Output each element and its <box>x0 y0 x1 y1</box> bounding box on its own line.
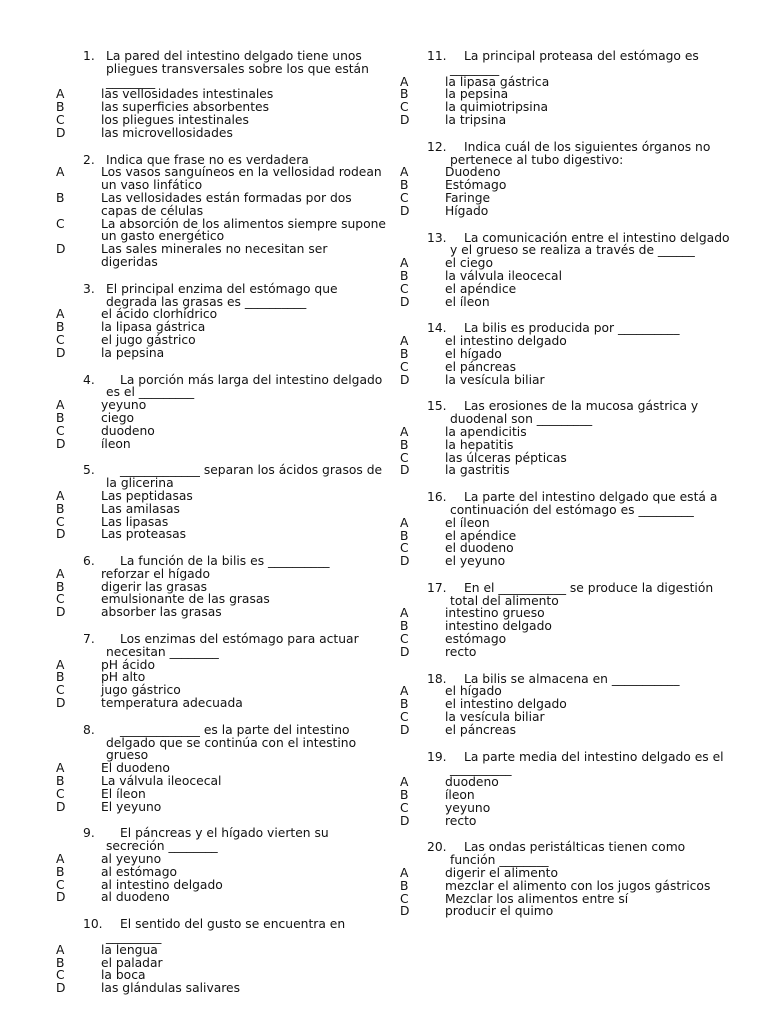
answer-option[interactable] <box>400 205 730 218</box>
option-letter: A <box>400 424 409 439</box>
option-text: La absorción de los alimentos siempre supone un gasto energético <box>101 216 386 244</box>
question-block <box>56 154 386 269</box>
question-number: 15. <box>427 399 447 414</box>
option-letter: A <box>400 515 409 530</box>
option-text: recto <box>445 644 477 659</box>
question-block <box>56 555 386 619</box>
option-letter: C <box>56 332 65 347</box>
option-text: intestino grueso <box>445 606 545 621</box>
option-letter: D <box>400 112 410 127</box>
option-text: el intestino delgado <box>445 697 567 712</box>
question-stem <box>400 232 730 258</box>
question-number: 10. <box>83 917 103 932</box>
option-text: la boca <box>101 968 146 983</box>
option-letter: A <box>400 334 409 349</box>
option-letter: A <box>56 566 65 581</box>
option-letter: C <box>400 541 409 556</box>
answer-option[interactable] <box>56 347 386 360</box>
question-stem <box>56 724 386 762</box>
answer-option[interactable] <box>56 218 386 244</box>
right-column <box>400 50 730 932</box>
option-text: las vellosidades intestinales <box>101 87 274 102</box>
answer-option[interactable] <box>400 724 730 737</box>
option-text: recto <box>445 813 477 828</box>
option-letter: A <box>56 657 65 672</box>
option-letter: D <box>56 799 66 814</box>
option-letter: D <box>400 463 410 478</box>
option-text: la gastritis <box>445 463 510 478</box>
option-text: Las vellosidades están formadas por dos capas de células <box>101 190 352 218</box>
answer-option[interactable] <box>400 114 730 127</box>
question-stem <box>56 918 386 944</box>
question-text: _____________ separan los ácidos grasos de la glicerina <box>106 463 383 491</box>
question-number: 14. <box>427 321 447 336</box>
option-letter: B <box>56 955 65 970</box>
question-block <box>400 841 730 918</box>
option-letter: C <box>56 877 65 892</box>
option-text: las microvellosidades <box>101 125 233 140</box>
option-text: pH alto <box>101 670 146 685</box>
question-number: 16. <box>427 490 447 505</box>
option-letter: D <box>56 696 66 711</box>
option-letter: B <box>400 788 409 803</box>
option-letter: B <box>400 346 409 361</box>
question-stem <box>56 374 386 400</box>
option-letter: B <box>56 190 65 205</box>
option-text: la lipasa gástrica <box>101 320 206 335</box>
question-number: 1. <box>83 49 95 63</box>
option-letter: D <box>400 203 410 218</box>
option-text: el hígado <box>445 346 502 361</box>
question-block <box>56 374 386 451</box>
option-text: ciego <box>101 410 135 425</box>
question-stem <box>400 491 730 517</box>
question-text: El páncreas y el hígado vierten su secreción ________ <box>106 826 329 854</box>
option-text: las glándulas salivares <box>101 981 241 996</box>
question-number: 12. <box>427 139 447 154</box>
option-letter: A <box>400 256 409 271</box>
question-text: La pared del intestino delgado tiene unos pliegues transversales sobre los que están ________ <box>106 49 369 89</box>
option-letter: B <box>56 774 65 789</box>
question-stem <box>56 50 386 88</box>
option-letter: A <box>56 488 65 503</box>
option-text: la válvula ileocecal <box>445 268 562 283</box>
option-text: la vesícula biliar <box>445 372 545 387</box>
option-letter: A <box>56 942 65 957</box>
question-text: La principal proteasa del estómago es ________ <box>450 49 699 76</box>
option-letter: D <box>400 372 410 387</box>
option-text: la pepsina <box>445 87 509 102</box>
option-text: Las amilasas <box>101 501 180 516</box>
option-text: duodeno <box>101 423 155 438</box>
answer-option[interactable] <box>400 464 730 477</box>
option-text: Los vasos sanguíneos en la vellosidad rodean un vaso linfático <box>101 165 382 193</box>
answer-option[interactable] <box>56 697 386 710</box>
question-block <box>400 491 730 568</box>
option-letter: B <box>56 579 65 594</box>
question-number: 7. <box>83 632 95 647</box>
option-text: Estómago <box>445 178 507 193</box>
option-letter: D <box>56 345 66 360</box>
option-letter: B <box>400 87 409 102</box>
option-letter: B <box>400 619 409 634</box>
answer-option[interactable] <box>400 815 730 828</box>
answer-option[interactable] <box>56 801 386 814</box>
option-letter: C <box>56 514 65 529</box>
question-stem <box>400 141 730 167</box>
option-letter: A <box>400 165 409 180</box>
answer-option[interactable] <box>400 905 730 918</box>
question-stem <box>400 582 730 608</box>
option-letter: C <box>400 450 409 465</box>
question-number: 11. <box>427 49 447 63</box>
option-text: digerir las grasas <box>101 579 208 594</box>
option-text: al intestino delgado <box>101 877 223 892</box>
question-text: Indica cuál de los siguientes órganos no pertenece al tubo digestivo: <box>450 139 711 167</box>
option-letter: B <box>400 697 409 712</box>
option-letter: C <box>400 800 409 815</box>
option-letter: A <box>56 398 65 413</box>
question-block <box>400 50 730 127</box>
option-text: la lipasa gástrica <box>445 74 550 89</box>
option-letter: B <box>400 268 409 283</box>
option-letter: C <box>56 786 65 801</box>
option-letter: C <box>400 710 409 725</box>
question-block <box>400 400 730 477</box>
option-text: El duodeno <box>101 761 170 776</box>
option-letter: B <box>400 437 409 452</box>
answer-option[interactable] <box>56 192 386 218</box>
answer-option[interactable] <box>56 166 386 192</box>
question-stem <box>56 283 386 309</box>
question-block <box>400 751 730 828</box>
question-number: 9. <box>83 826 95 841</box>
option-letter: C <box>400 359 409 374</box>
option-text: los pliegues intestinales <box>101 112 249 127</box>
question-stem <box>400 400 730 426</box>
option-text: el ácido clorhídrico <box>101 307 218 322</box>
question-stem <box>400 751 730 777</box>
left-column <box>56 50 386 1009</box>
question-number: 20. <box>427 840 447 855</box>
option-text: el íleon <box>445 294 490 309</box>
option-letter: D <box>56 125 66 140</box>
question-text: Indica que frase no es verdadera <box>106 152 309 167</box>
answer-option[interactable] <box>400 555 730 568</box>
question-stem <box>56 827 386 853</box>
question-block <box>400 673 730 737</box>
option-text: la tripsina <box>445 112 507 127</box>
option-text: el páncreas <box>445 359 517 374</box>
question-number: 17. <box>427 580 447 595</box>
question-block <box>56 633 386 710</box>
option-text: Duodeno <box>445 165 501 180</box>
option-letter: D <box>400 644 410 659</box>
option-text: producir el quimo <box>445 904 554 919</box>
option-text: el apéndice <box>445 528 517 543</box>
option-text: Hígado <box>445 203 489 218</box>
option-text: absorber las grasas <box>101 605 222 620</box>
option-text: Mezclar los alimentos entre sí <box>445 891 629 906</box>
option-text: estómago <box>445 632 507 647</box>
option-text: digerir el alimento <box>445 866 558 881</box>
question-text: La comunicación entre el intestino delgado y el grueso se realiza a través de ______ <box>450 230 730 258</box>
question-number: 5. <box>83 463 95 478</box>
option-letter: B <box>56 864 65 879</box>
question-text: La función de la bilis es __________ <box>120 554 330 569</box>
question-number: 2. <box>83 152 95 167</box>
option-letter: D <box>400 722 410 737</box>
option-text: Las lipasas <box>101 514 169 529</box>
option-text: emulsionante de las grasas <box>101 592 270 607</box>
option-letter: D <box>56 605 66 620</box>
answer-option[interactable] <box>56 528 386 541</box>
option-letter: B <box>400 878 409 893</box>
option-text: Las peptidasas <box>101 488 193 503</box>
question-stem <box>400 50 730 76</box>
question-text: La bilis se almacena en ___________ <box>464 671 680 686</box>
option-letter: D <box>400 554 410 569</box>
option-text: la vesícula biliar <box>445 710 545 725</box>
option-letter: D <box>56 436 66 451</box>
option-text: yeyuno <box>445 800 491 815</box>
option-letter: A <box>400 684 409 699</box>
option-letter: B <box>56 501 65 516</box>
option-letter: C <box>400 100 409 115</box>
question-number: 18. <box>427 671 447 686</box>
option-text: Faringe <box>445 190 491 205</box>
option-letter: C <box>56 216 65 231</box>
option-letter: B <box>56 670 65 685</box>
option-text: la apendicitis <box>445 424 527 439</box>
option-letter: A <box>56 852 65 867</box>
option-letter: B <box>56 320 65 335</box>
option-text: el ciego <box>445 256 493 271</box>
option-text: Las sales minerales no necesitan ser digeridas <box>101 242 328 269</box>
option-letter: D <box>56 981 66 996</box>
question-number: 19. <box>427 749 447 764</box>
question-block <box>56 724 386 814</box>
question-text: Las erosiones de la mucosa gástrica y duodenal son _________ <box>450 399 699 427</box>
question-stem <box>56 633 386 659</box>
question-block <box>56 827 386 904</box>
option-letter: D <box>56 527 66 542</box>
option-text: al estómago <box>101 864 178 879</box>
question-text: Las ondas peristálticas tienen como función ________ <box>450 840 686 868</box>
option-letter: C <box>400 891 409 906</box>
option-letter: B <box>400 528 409 543</box>
option-letter: C <box>56 968 65 983</box>
question-number: 4. <box>83 372 95 387</box>
answer-option[interactable] <box>56 891 386 904</box>
option-letter: D <box>400 294 410 309</box>
option-text: íleon <box>101 436 131 451</box>
question-block <box>56 464 386 541</box>
option-letter: A <box>400 775 409 790</box>
option-text: jugo gástrico <box>101 683 181 698</box>
option-text: mezclar el alimento con los jugos gástricos <box>445 878 711 893</box>
option-text: Las proteasas <box>101 527 187 542</box>
question-number: 8. <box>83 722 95 737</box>
question-text: El sentido del gusto se encuentra en _________ <box>106 917 346 945</box>
option-letter: A <box>56 761 65 776</box>
question-text: Los enzimas del estómago para actuar necesitan ________ <box>106 632 359 659</box>
option-text: temperatura adecuada <box>101 696 243 711</box>
option-text: el apéndice <box>445 281 517 296</box>
option-text: pH ácido <box>101 657 156 672</box>
question-text: La parte del intestino delgado que está a continuación del estómago es _________ <box>450 490 718 517</box>
answer-option[interactable] <box>56 982 386 995</box>
answer-option[interactable] <box>400 374 730 387</box>
answer-option[interactable] <box>400 296 730 309</box>
question-text: La porción más larga del intestino delgado es el _________ <box>106 372 383 400</box>
option-text: íleon <box>445 788 475 803</box>
answer-option[interactable] <box>56 438 386 451</box>
question-text: En el ___________ se produce la digestión total del alimento <box>450 580 714 608</box>
option-text: el hígado <box>445 684 502 699</box>
option-letter: A <box>56 307 65 322</box>
option-text: la quimiotripsina <box>445 100 549 115</box>
option-letter: A <box>400 606 409 621</box>
question-block <box>400 322 730 386</box>
question-block <box>56 50 386 140</box>
option-text: El íleon <box>101 786 146 801</box>
question-text: La parte media del intestino delgado es el __________ <box>450 749 724 777</box>
option-letter: C <box>56 423 65 438</box>
option-text: yeyuno <box>101 398 147 413</box>
option-text: el jugo gástrico <box>101 332 196 347</box>
option-letter: C <box>400 632 409 647</box>
question-number: 3. <box>83 281 95 296</box>
option-text: al duodeno <box>101 890 170 905</box>
option-text: al yeyuno <box>101 852 162 867</box>
option-text: el duodeno <box>445 541 514 556</box>
option-letter: C <box>56 592 65 607</box>
option-text: el paladar <box>101 955 163 970</box>
question-block <box>400 232 730 309</box>
option-letter: A <box>400 74 409 89</box>
question-text: El principal enzima del estómago que degrada las grasas es __________ <box>106 281 338 309</box>
option-letter: D <box>56 242 66 257</box>
option-text: el intestino delgado <box>445 334 567 349</box>
option-letter: A <box>56 165 65 180</box>
option-letter: D <box>400 813 410 828</box>
option-text: duodeno <box>445 775 499 790</box>
question-text: La bilis es producida por __________ <box>464 321 680 336</box>
answer-option[interactable] <box>56 243 386 269</box>
option-text: intestino delgado <box>445 619 552 634</box>
option-text: La válvula ileocecal <box>101 774 222 789</box>
option-text: las úlceras pépticas <box>445 450 567 465</box>
option-letter: C <box>56 112 65 127</box>
answer-option[interactable] <box>400 646 730 659</box>
option-letter: B <box>56 410 65 425</box>
question-stem <box>56 464 386 490</box>
question-block <box>56 918 386 995</box>
option-letter: D <box>56 890 66 905</box>
question-stem <box>400 841 730 867</box>
question-block <box>400 582 730 659</box>
option-letter: A <box>400 866 409 881</box>
option-text: la pepsina <box>101 345 165 360</box>
option-text: las superficies absorbentes <box>101 100 269 115</box>
option-letter: D <box>400 904 410 919</box>
answer-option[interactable] <box>56 127 386 140</box>
question-block <box>56 283 386 360</box>
option-letter: A <box>56 87 65 102</box>
option-letter: B <box>400 178 409 193</box>
option-text: la lengua <box>101 942 158 957</box>
answer-option[interactable] <box>56 606 386 619</box>
question-text: _____________ es la parte del intestino delgado que se continúa con el intestino grueso <box>106 722 357 763</box>
option-text: la hepatitis <box>445 437 514 452</box>
option-text: el páncreas <box>445 722 517 737</box>
option-text: el íleon <box>445 515 490 530</box>
question-block <box>400 141 730 218</box>
option-text: El yeyuno <box>101 799 162 814</box>
option-letter: C <box>400 281 409 296</box>
question-number: 13. <box>427 230 447 245</box>
option-text: el yeyuno <box>445 554 506 569</box>
option-letter: C <box>56 683 65 698</box>
option-letter: C <box>400 190 409 205</box>
option-text: reforzar el hígado <box>101 566 210 581</box>
option-letter: B <box>56 100 65 115</box>
question-number: 6. <box>83 554 95 569</box>
